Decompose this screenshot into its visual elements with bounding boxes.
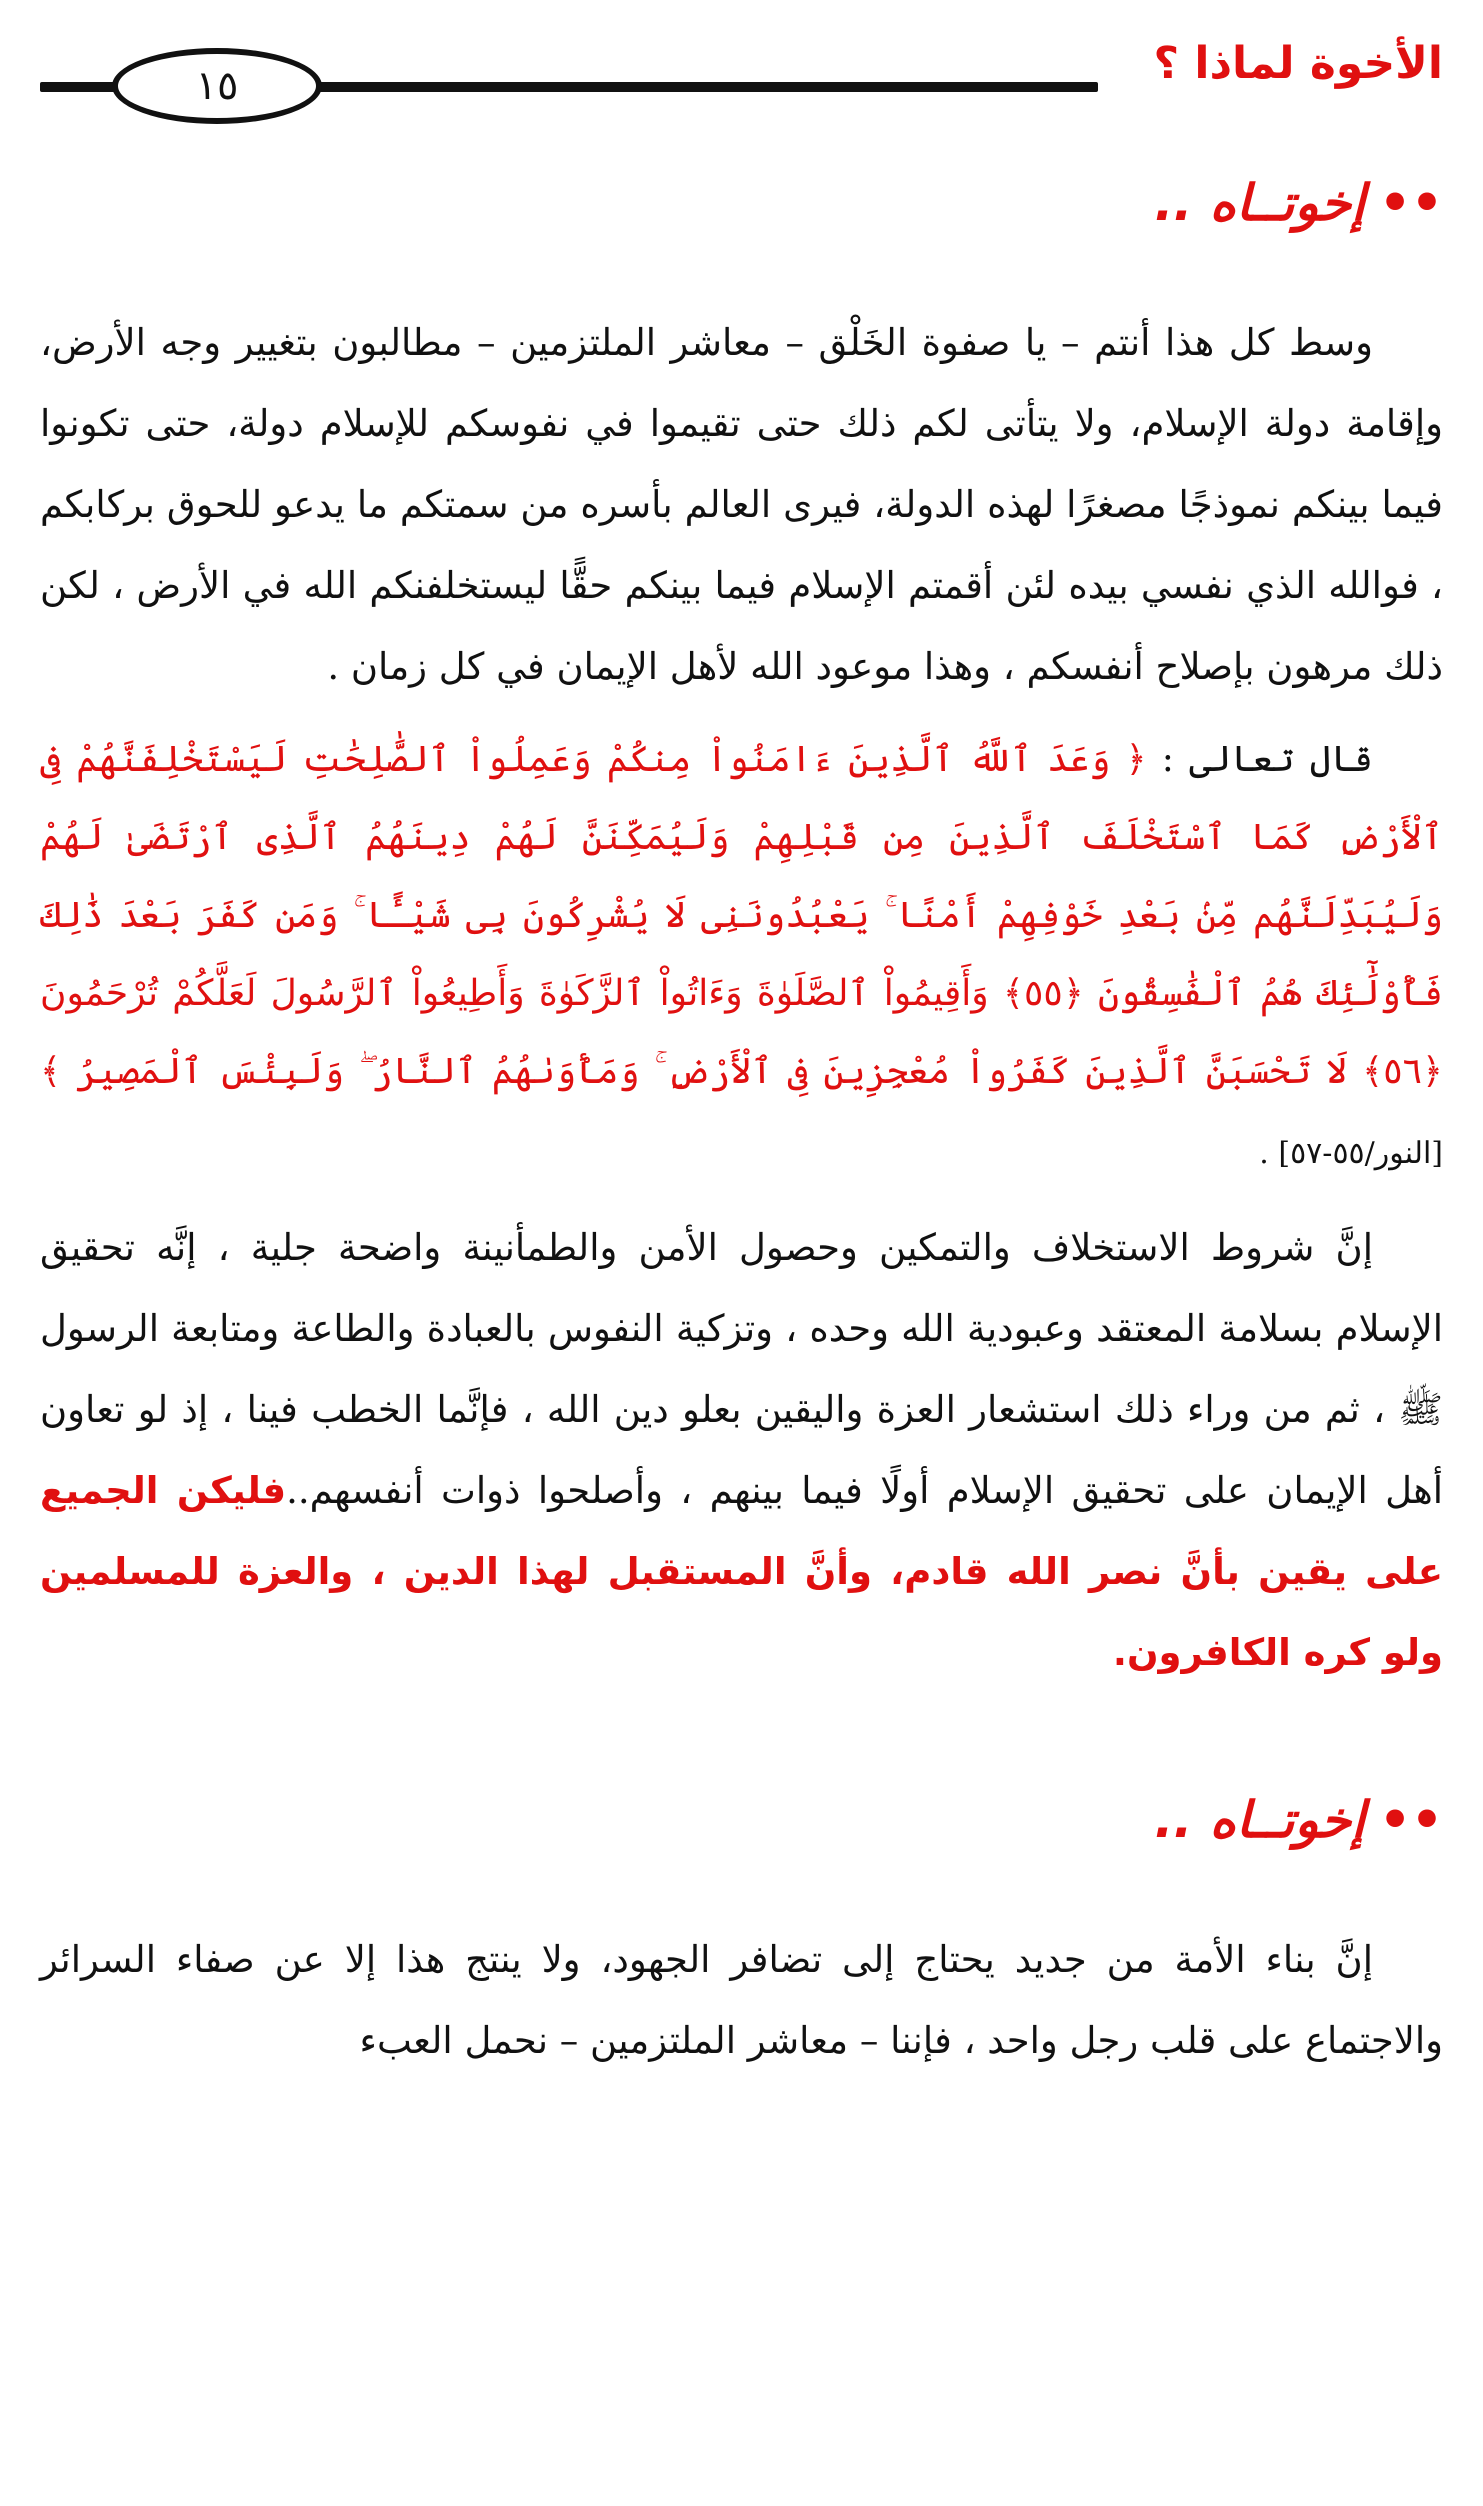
page-number: ١٥	[112, 48, 322, 124]
section-heading-text: إخوتــاه ..	[1154, 1791, 1366, 1849]
paragraph-2	[40, 1207, 1443, 1693]
section-heading-text: إخوتــاه ..	[1154, 174, 1366, 232]
page-content	[40, 150, 1443, 2095]
running-header	[40, 28, 1443, 138]
quran-verse: ﴿ وَعَدَ ٱللَّهُ ٱلَّذِينَ ءَامَنُواْ مِنكُمْ وَعَمِلُواْ ٱلصَّٰلِحَٰتِ لَيَسْتَخْلِفَنَّهُمْ فِى ٱلْأَرْضِ كَمَا ٱسْتَخْلَفَ ٱلَّذِينَ مِن قَبْلِهِمْ وَلَيُمَكِّنَنَّ لَهُمْ دِينَهُمُ ٱلَّذِى ٱرْتَضَىٰ لَهُمْ وَلَيُبَدِّلَنَّهُم مِّنۢ بَعْدِ خَوْفِهِمْ أَمْنًا ۚ يَعْبُدُونَنِى لَا يُشْرِكُونَ بِى شَيْـًٔا ۚ وَمَن كَفَرَ بَعْدَ ذَٰلِكَ فَأُوْلَٰٓئِكَ هُمُ ٱلْفَٰسِقُونَ ﴿٥٥﴾ وَأَقِيمُواْ ٱلصَّلَوٰةَ وَءَاتُواْ ٱلزَّكَوٰةَ وَأَطِيعُواْ ٱلرَّسُولَ لَعَلَّكُمْ تُرْحَمُونَ ﴿٥٦﴾ لَا تَحْسَبَنَّ ٱلَّذِينَ كَفَرُواْ مُعْجِزِينَ فِى ٱلْأَرْضِ ۚ وَمَأْوَىٰهُمُ ٱلنَّارُ ۖ وَلَبِئْسَ ٱلْمَصِيرُ ﴾	[40, 739, 1443, 1092]
section-heading-2	[40, 1785, 1443, 1855]
header-title: الأخوة لماذا ؟	[1153, 38, 1443, 89]
paragraph-2-text: إنَّ شروط الاستخلاف والتمكين وحصول الأمن والطمأنينة واضحة جلية ، إنَّه تحقيق الإسلام بسلامة المعتقد وعبودية الله وحده ، وتزكية النفوس بالعبادة والطاعة ومتابعة الرسول ﷺ ، ثم من وراء ذلك استشعار العزة واليقين بعلو دين الله ، فإنَّما الخطب فينا ، إذ لو تعاون أهل الإيمان على تحقيق الإسلام أولًا فيما بينهم ، وأصلحوا ذوات أنفسهم..	[40, 1226, 1443, 1512]
quran-intro: قال تعالى :	[1146, 739, 1373, 780]
heading-bullets-icon: ••	[1379, 1791, 1443, 1849]
quran-paragraph	[40, 721, 1443, 1193]
heading-bullets-icon: ••	[1379, 174, 1443, 232]
section-heading-1	[40, 168, 1443, 238]
paragraph-2-highlight: فليكن الجميع على يقين بأنَّ نصر الله قادم، وأنَّ المستقبل لهذا الدين ، والعزة للمسلمين ولو كره الكافرون.	[40, 1469, 1443, 1674]
section-spacer	[40, 1707, 1443, 1767]
paragraph-3: إنَّ بناء الأمة من جديد يحتاج إلى تضافر الجهود، ولا ينتج هذا إلا عن صفاء السرائر والاجتماع على قلب رجل واحد ، فإننا – معاشر الملتزمين – نحمل العبء	[40, 1938, 1443, 2062]
quran-reference: [النور/٥٥-٥٧] .	[1259, 1136, 1443, 1171]
paragraph-1: وسط كل هذا أنتم – يا صفوة الخَلْق – معاشر الملتزمين – مطالبون بتغيير وجه الأرض، وإقامة دولة الإسلام، ولا يتأتى لكم ذلك حتى تقيموا في نفوسكم للإسلام دولة، حتى تكونوا فيما بينكم نموذجًا مصغرًا لهذه الدولة، فيرى العالم بأسره من سمتكم ما يدعو للحوق بركابكم ، فوالله الذي نفسي بيده لئن أقمتم الإسلام فيما بينكم حقًّا ليستخلفنكم الله في الأرض ، لكن ذلك مرهون بإصلاح أنفسكم ، وهذا موعود الله لأهل الإيمان في كل زمان .	[40, 321, 1443, 688]
